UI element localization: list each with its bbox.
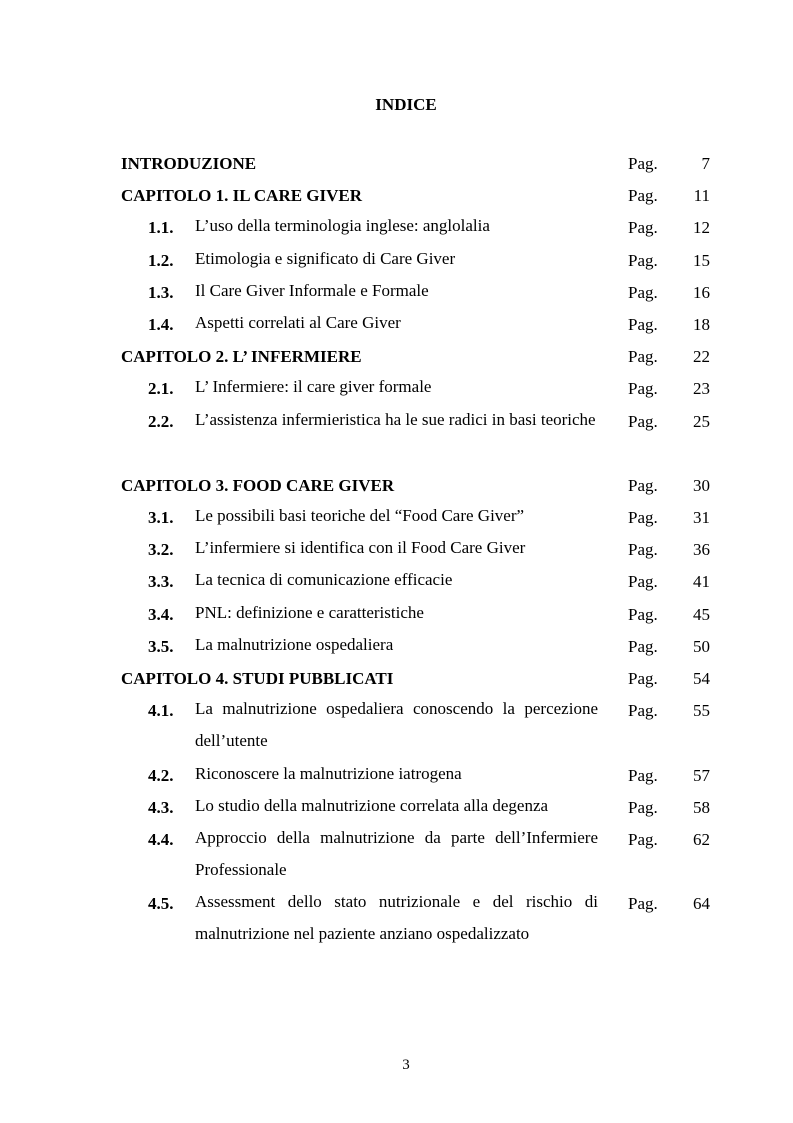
toc-section-title: Etimologia e significato di Care Giver bbox=[195, 248, 456, 268]
toc-page-number: 12 bbox=[693, 218, 710, 238]
toc-page-label: Pag. bbox=[628, 314, 658, 334]
page-number: 3 bbox=[402, 1057, 410, 1073]
toc-page-number: 30 bbox=[693, 475, 710, 495]
toc-page-label: Pag. bbox=[628, 604, 658, 624]
toc-section-title: L’assistenza infermieristica ha le sue radici in basi teoriche bbox=[195, 409, 596, 429]
toc-chapter-row bbox=[0, 154, 793, 186]
toc-section-number: 1.1. bbox=[148, 218, 174, 238]
toc-page-number: 11 bbox=[693, 186, 710, 206]
toc-page-label: Pag. bbox=[628, 475, 658, 495]
toc-section-title: L’ Infermiere: il care giver formale bbox=[195, 377, 432, 397]
toc-chapter-title: CAPITOLO 4. STUDI PUBBLICATI bbox=[121, 669, 394, 689]
toc-page-label: Pag. bbox=[628, 411, 658, 431]
toc-chapter-title: CAPITOLO 1. IL CARE GIVER bbox=[121, 186, 363, 206]
toc-page-number: 64 bbox=[693, 894, 710, 914]
toc-page-label: Pag. bbox=[628, 540, 658, 560]
toc-page-label: Pag. bbox=[628, 379, 658, 399]
toc-page-label: Pag. bbox=[628, 894, 658, 914]
toc-section-title: Assessment dello stato nutrizionale e del rischio di malnutrizione nel paziente anziano ospedalizzato bbox=[195, 892, 598, 944]
toc-page-label: Pag. bbox=[628, 508, 658, 528]
table-of-contents bbox=[0, 154, 793, 959]
toc-page-label: Pag. bbox=[628, 218, 658, 238]
toc-page-label: Pag. bbox=[628, 669, 658, 689]
toc-page-label: Pag. bbox=[628, 250, 658, 270]
toc-page-number: 23 bbox=[693, 379, 710, 399]
toc-chapter-title: CAPITOLO 2. L’ INFERMIERE bbox=[121, 347, 362, 367]
toc-section-title: Il Care Giver Informale e Formale bbox=[195, 280, 429, 300]
toc-section-row bbox=[0, 894, 793, 958]
toc-page-number: 62 bbox=[693, 829, 710, 849]
toc-section-title: La malnutrizione ospedaliera conoscendo la percezione dell’utente bbox=[195, 699, 598, 751]
toc-page-number: 54 bbox=[693, 669, 710, 689]
toc-section-title: PNL: definizione e caratteristiche bbox=[195, 602, 424, 622]
toc-page-number: 55 bbox=[693, 701, 710, 721]
toc-page-label: Pag. bbox=[628, 282, 658, 302]
toc-chapter-title: INTRODUZIONE bbox=[121, 154, 257, 173]
toc-page-label: Pag. bbox=[628, 154, 658, 173]
toc-section-row bbox=[0, 701, 793, 765]
toc-section-title: Riconoscere la malnutrizione iatrogena bbox=[195, 763, 462, 783]
toc-page-number: 7 bbox=[701, 154, 710, 173]
toc-page-label: Pag. bbox=[628, 829, 658, 849]
page-title: INDICE bbox=[375, 95, 437, 114]
toc-page-label: Pag. bbox=[628, 636, 658, 656]
toc-page-label: Pag. bbox=[628, 765, 658, 785]
toc-page-number: 36 bbox=[693, 540, 710, 560]
toc-page-number: 25 bbox=[693, 411, 710, 431]
toc-section-title: L’infermiere si identifica con il Food Care Giver bbox=[195, 538, 526, 558]
toc-page-number: 31 bbox=[693, 508, 710, 528]
toc-section-number: 3.5. bbox=[148, 636, 174, 656]
toc-section-title: Approccio della malnutrizione da parte dell’Infermiere Professionale bbox=[195, 827, 598, 879]
toc-section-title: Lo studio della malnutrizione correlata alla degenza bbox=[195, 795, 549, 815]
toc-section-number: 3.3. bbox=[148, 572, 174, 592]
toc-page-label: Pag. bbox=[628, 186, 658, 206]
toc-section-number: 3.1. bbox=[148, 508, 174, 528]
toc-page-number: 41 bbox=[693, 572, 710, 592]
toc-section-number: 3.4. bbox=[148, 604, 174, 624]
toc-section-row bbox=[0, 312, 793, 347]
toc-page-label: Pag. bbox=[628, 347, 658, 367]
toc-chapter-title: CAPITOLO 3. FOOD CARE GIVER bbox=[121, 475, 395, 495]
toc-section-number: 1.4. bbox=[148, 314, 174, 334]
toc-page-number: 50 bbox=[693, 636, 710, 656]
toc-page-number: 57 bbox=[693, 765, 710, 785]
toc-section-row bbox=[0, 634, 793, 669]
toc-section-title: La tecnica di comunicazione efficacie bbox=[195, 570, 453, 590]
toc-section-number: 4.4. bbox=[148, 829, 174, 849]
toc-section-number: 4.3. bbox=[148, 797, 174, 817]
toc-section-number: 1.3. bbox=[148, 282, 174, 302]
toc-section-title: La malnutrizione ospedaliera bbox=[195, 634, 394, 654]
toc-page-label: Pag. bbox=[628, 572, 658, 592]
toc-page-number: 22 bbox=[693, 347, 710, 367]
toc-page-label: Pag. bbox=[628, 797, 658, 817]
toc-section-number: 4.5. bbox=[148, 894, 174, 914]
toc-page-label: Pag. bbox=[628, 701, 658, 721]
toc-section-number: 4.1. bbox=[148, 701, 174, 721]
toc-page-number: 58 bbox=[693, 797, 710, 817]
toc-section-row bbox=[0, 827, 793, 894]
toc-section-number: 2.2. bbox=[148, 411, 174, 431]
toc-section-number: 4.2. bbox=[148, 765, 174, 785]
toc-section-title: L’uso della terminologia inglese: anglolalia bbox=[195, 216, 490, 236]
toc-section-number: 1.2. bbox=[148, 250, 174, 270]
toc-page-number: 16 bbox=[693, 282, 710, 302]
toc-section-title: Aspetti correlati al Care Giver bbox=[195, 312, 401, 332]
toc-page-number: 18 bbox=[693, 314, 710, 334]
toc-section-title: Le possibili basi teoriche del “Food Care Giver” bbox=[195, 506, 525, 526]
toc-page-number: 45 bbox=[693, 604, 710, 624]
toc-section-row bbox=[0, 409, 793, 476]
toc-section-number: 3.2. bbox=[148, 540, 174, 560]
toc-section-number: 2.1. bbox=[148, 379, 174, 399]
toc-page-number: 15 bbox=[693, 250, 710, 270]
